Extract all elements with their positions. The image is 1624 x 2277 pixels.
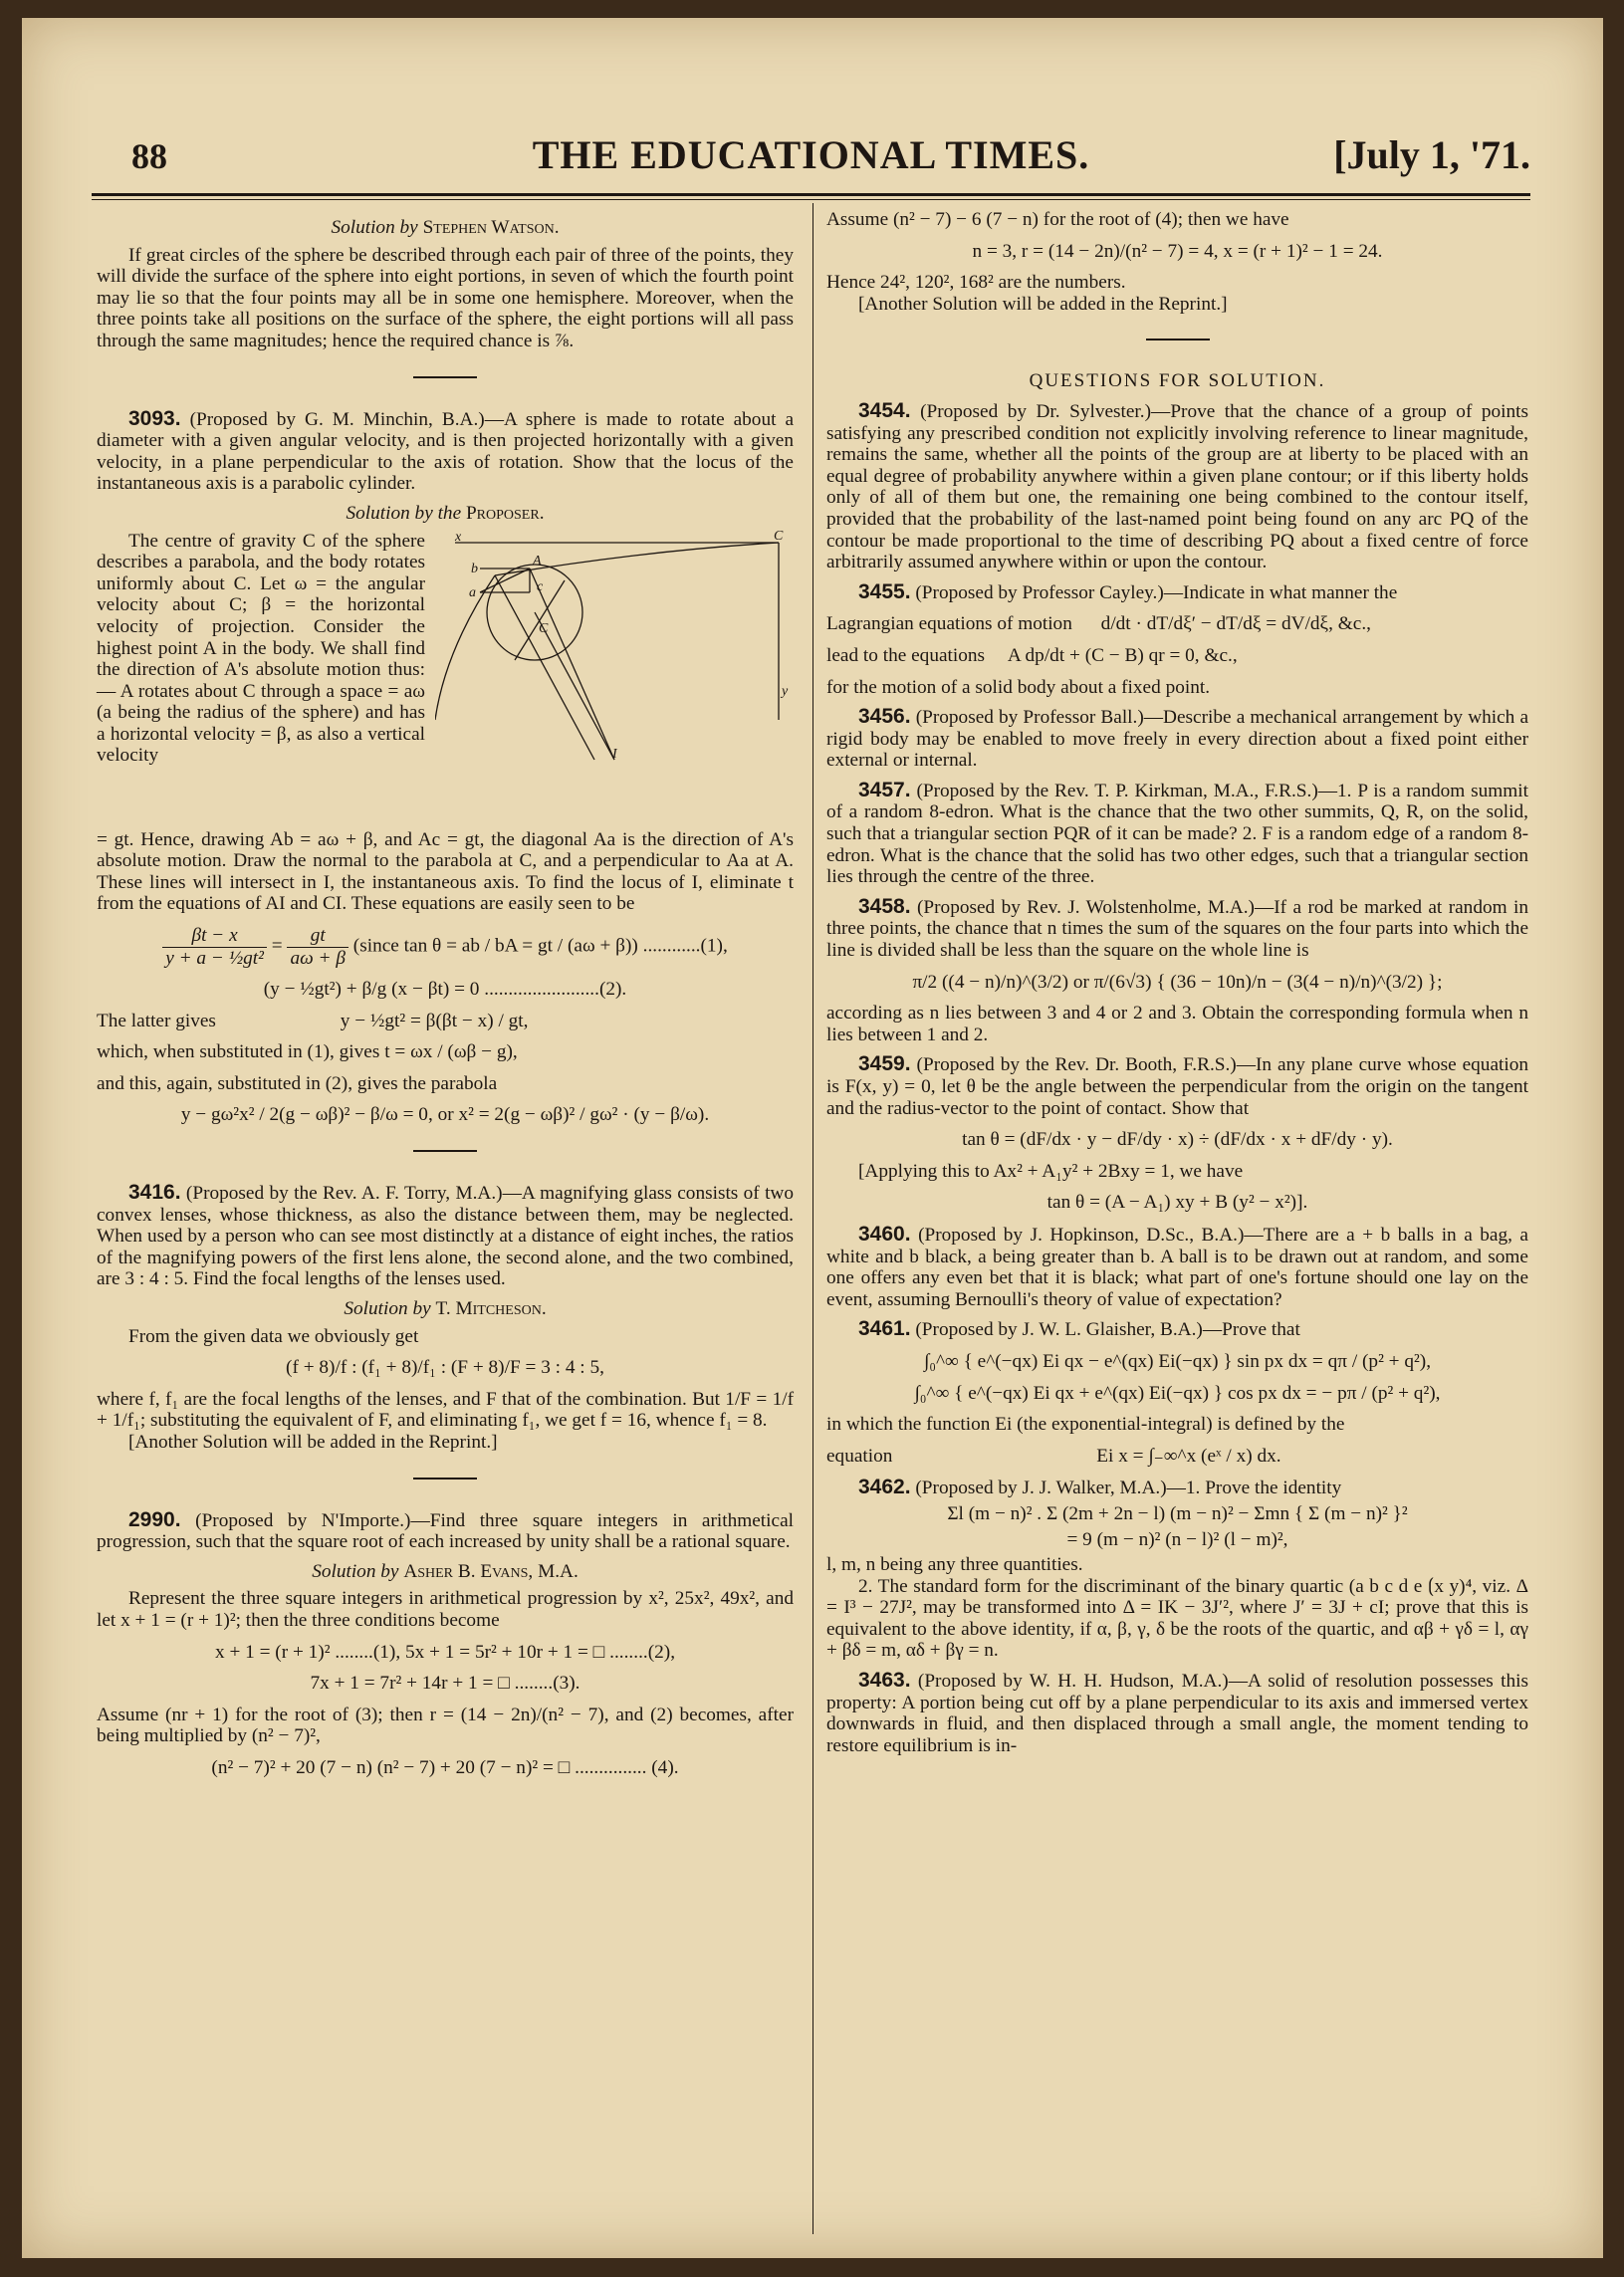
question-3458: 3458. (Proposed by Rev. J. Wolstenholme, M.A.)—If a rod be marked at random in three points, the chance that n times the sum of the squares on the four parts into which the line is divided shall be less than the square on the whole line is: [826, 894, 1529, 962]
question-number: 3456.: [858, 705, 911, 729]
parabola-diagram: [435, 531, 794, 829]
solution-text: If great circles of the sphere be described through each pair of three of the points, they will divide the surface of the sphere into eight portions, in seven of which the fourth point may lie so that the four points may all be in some one hemisphere. Moreover, when the three points take all positions on the surface of the sphere, the eight portions will all pass through the same magnitudes; hence the required chance is ⅞.: [97, 244, 794, 351]
ei-definition: equation Ei x = ∫₋∞^x (eˣ / x) dx.: [826, 1445, 1281, 1467]
reprint-note: [Another Solution will be added in the Reprint.]: [858, 293, 1228, 315]
section-heading: QUESTIONS FOR SOLUTION.: [1029, 370, 1326, 392]
section-separator: [413, 376, 477, 378]
question-text: for the motion of a solid body about a fixed point.: [826, 676, 1211, 698]
section-separator: [413, 1150, 477, 1152]
tangent-angle-formula: tan θ = (dF/dx · y − dF/dy · x) ÷ (dF/dx · x + dF/dy · y).: [962, 1129, 1393, 1151]
issue-date: [July 1, '71.: [1333, 132, 1530, 177]
question-number: 3460.: [858, 1222, 911, 1246]
solution-text: where f, f₁ are the focal lengths of the lenses, and F that of the combination. But 1/F = 1/f + 1/f₁; substituting the equivalent of F, and eliminating f₁, we get f = 16, whence f₁ = 8.: [97, 1388, 794, 1432]
tangent-angle-result: tan θ = (A − A₁) xy + B (y² − x²)].: [1046, 1192, 1308, 1214]
equation-5: y − gω²x² / 2(g − ωβ)² − β/ω = 0, or x² = 2(g − ωβ)² / gω² · (y − β/ω).: [180, 1104, 710, 1126]
solution-text: Assume (n² − 7) − 6 (7 − n) for the root of (4); then we have: [826, 209, 1289, 230]
equation-conditions-2: 7x + 1 = 7r² + 14r + 1 = □ ........(3).: [310, 1673, 580, 1695]
identity-line-1: Σl (m − n)² . Σ (2m + 2n − l) (m − n)² − Σmn { Σ (m − n)² }²: [947, 1502, 1408, 1524]
question-number: 3454.: [858, 398, 911, 422]
identity-line-2: = 9 (m − n)² (n − l)² (l − m)²,: [1066, 1528, 1288, 1550]
figure-block: [97, 531, 794, 829]
solution-heading: Solution by Stephen Watson.: [331, 217, 560, 238]
integral-sin: ∫₀^∞ { e^(−qx) Ei qx − e^(qx) Ei(−qx) } sin px dx = qπ / (p² + q²),: [923, 1350, 1432, 1372]
lagrangian-equation: Lagrangian equations of motion d/dt · dT/dξ′ − dT/dξ = dV/dξ, &c.,: [826, 613, 1371, 635]
section-separator: [413, 1478, 477, 1480]
equation-4: which, when substituted in (1), gives t = ωx / (ωβ − g),: [97, 1041, 518, 1063]
reprint-note: [Another Solution will be added in the Reprint.]: [128, 1432, 498, 1453]
figure-label: A: [533, 553, 542, 569]
solution-text: Represent the three square integers in arithmetical progression by x², 25x², 49x², and let x + 1 = (r + 1)²; then the three conditions become: [97, 1588, 794, 1631]
equation-conditions-1: x + 1 = (r + 1)² ........(1), 5x + 1 = 5r² + 10r + 1 = □ ........(2),: [214, 1641, 676, 1663]
equation-2: (y − ½gt²) + β/g (x − βt) = 0 ........................(2).: [263, 979, 627, 1001]
figure-label: I: [612, 746, 617, 762]
column-divider: [812, 203, 813, 2234]
question-text: according as n lies between 3 and 4 or 2 and 3. Obtain the corresponding formula when n lies between 1 and 2.: [826, 1003, 1528, 1045]
question-number: 2990.: [128, 1507, 181, 1531]
question-3457: 3457. (Proposed by the Rev. T. P. Kirkman, M.A., F.R.S.)—1. P is a random summit of a random 8-edron. What is the chance that the two other summits, Q, R, on the solid, such that a triangular section PQR of it can be made? 2. F is a random edge of a random 8-edron. What is the chance that the solid has two other edges, such that a triangular section lies through the centre of the three.: [826, 778, 1528, 888]
question-number: 3458.: [858, 894, 911, 918]
left-column: [97, 209, 794, 1789]
question-number: 3093.: [128, 406, 181, 430]
equation-lens-ratio: (f + 8)/f : (f₁ + 8)/f₁ : (F + 8)/F = 3 : 4 : 5,: [286, 1357, 604, 1379]
solution-heading: Solution by T. Mitcheson.: [344, 1298, 547, 1320]
question-number: 3462.: [858, 1476, 911, 1499]
question-number: 3463.: [858, 1669, 911, 1693]
figure-label: b: [471, 561, 478, 576]
solution-text: From the given data we obviously get: [128, 1325, 419, 1347]
solution-text: Assume (nr + 1) for the root of (3); then r = (14 − 2n)/(n² − 7), and (2) becomes, after being multiplied by (n² − 7)²,: [97, 1704, 794, 1747]
figure-label: C: [774, 530, 784, 544]
question-number: 3461.: [858, 1317, 911, 1341]
question-3456: 3456. (Proposed by Professor Ball.)—Describe a mechanical arrangement by which a rigid body may be enabled to move freely in every direction about a fixed point either external or internal.: [826, 705, 1528, 772]
question-number: 3416.: [128, 1181, 181, 1205]
solution-text: and this, again, substituted in (2), gives the parabola: [97, 1072, 498, 1094]
question-text: in which the function Ei (the exponential-integral) is defined by the: [826, 1414, 1345, 1436]
solution-heading: Solution by Asher B. Evans, M.A.: [312, 1560, 579, 1582]
figure-label: c: [537, 578, 544, 594]
question-3462: 3462. (Proposed by J. J. Walker, M.A.)—1. Prove the identity: [858, 1476, 1342, 1499]
euler-equation: lead to the equations A dp/dt + (C − B) qr = 0, &c.,: [826, 644, 1238, 666]
right-column: [826, 209, 1528, 1756]
question-3459: 3459. (Proposed by the Rev. Dr. Booth, F.R.S.)—In any plane curve whose equation is F(x, y) = 0, let θ be the angle between the perpendicular from the origin on the tangent and the radius-vector to the point of contact. Show that: [826, 1052, 1529, 1119]
header-rule-thin: [92, 199, 1530, 200]
question-text: [Applying this to Ax² + A₁y² + 2Bxy = 1, we have: [858, 1160, 1244, 1182]
figure-label: a: [469, 584, 476, 600]
solution-text: The centre of gravity C of the sphere describes a parabola, and the body rotates uniformly about C. Let ω = the angular velocity about C; β = the horizontal velocity of projection. Consider the highest point A in the body. We shall find the direction of A's absolute motion thus:— A rotates about C through a space = aω (a being the radius of the sphere) and has a horizontal velocity = β, as also a vertical velocity: [97, 530, 425, 767]
solution-heading: Solution by the Proposer.: [346, 502, 545, 524]
solution-text: Hence 24², 120², 168² are the numbers.: [826, 272, 1126, 294]
page-number: 88: [131, 136, 167, 176]
equation-result: n = 3, r = (14 − 2n)/(n² − 7) = 4, x = (r + 1)² − 1 = 24.: [972, 240, 1383, 262]
section-separator: [1146, 339, 1210, 341]
question-text: l, m, n being any three quantities.: [826, 1554, 1083, 1576]
question-3416: 3416. (Proposed by the Rev. A. F. Torry, M.A.)—A magnifying glass consists of two convex lenses, whose thickness, as also the distance between them, may be neglected. When used by a person who can see most distinctly at a distance of eight inches, the ratios of the magnifying powers of the first lens alone, the second alone, and the two combined, are 3 : 4 : 5. Find the focal lengths of the lenses used.: [97, 1181, 794, 1290]
publication-title: THE EDUCATIONAL TIMES.: [532, 132, 1090, 177]
question-3460: 3460. (Proposed by J. Hopkinson, D.Sc., B.A.)—There are a + b balls in a bag, a white and b black, a being greater than b. A ball is to be drawn out at random, and some one offers any even bet that it is black; what part of one's fortune should one lay on the event, assuming Bernoulli's theory of value of expectation?: [826, 1222, 1528, 1310]
question-3463: 3463. (Proposed by W. H. H. Hudson, M.A.)—A solid of resolution possesses this property: A portion being cut off by a plane perpendicular to its axis and immersed vertex downwards in fluid, and then displaced through a small angle, the moment tending to restore equilibrium is in-: [826, 1669, 1528, 1756]
question-2990: 2990. (Proposed by N'Importe.)—Find three square integers in arithmetical progression, such that the square root of each increased by unity shall be a rational square.: [97, 1507, 794, 1553]
question-3454: 3454. (Proposed by Dr. Sylvester.)—Prove that the chance of a group of points satisfying any prescribed condition not explicitly involving reference to linear magnitude, remains the same, whether all the points of the group are at liberty to be placed with an equal degree of probability anywhere within a given plane contour; or if this liberty holds only of all of them but one, the remaining one being combined to the contour itself, provided that the probability of the last-named point being found on any arc PQ of the contour be made proportional to the time of describing PQ about a fixed centre of force arbitrarily assumed anywhere within or upon the contour.: [826, 398, 1528, 573]
page-header: [92, 129, 1530, 189]
question-3461: 3461. (Proposed by J. W. L. Glaisher, B.A.)—Prove that: [858, 1317, 1300, 1341]
figure-label: x: [455, 530, 462, 545]
solution-text: = gt. Hence, drawing Ab = aω + β, and Ac = gt, the diagonal Aa is the direction of A's absolute motion. Draw the normal to the parabola at C, and a perpendicular to Aa at A. These lines will intersect in I, the instantaneous axis. To find the locus of I, eliminate t from the equations of AI and CI. These equations are easily seen to be: [97, 828, 794, 915]
newspaper-page: [22, 18, 1603, 2258]
question-3093: 3093. (Proposed by G. M. Minchin, B.A.)—A sphere is made to rotate about a diameter with a given angular velocity, and is then projected horizontally with a given velocity, in a plane perpendicular to the axis of rotation. Show that the locus of the instantaneous axis is a parabolic cylinder.: [97, 406, 794, 495]
rod-chance-formula: π/2 ((4 − n)/n)^(3/2) or π/(6√3) { (36 − 10n)/n − (3(4 − n)/n)^(3/2) };: [912, 971, 1443, 993]
integral-cos: ∫₀^∞ { e^(−qx) Ei qx + e^(qx) Ei(−qx) } cos px dx = − pπ / (p² + q²),: [914, 1382, 1441, 1404]
question-number: 3455.: [858, 579, 911, 603]
figure-label: y: [782, 683, 789, 699]
header-rule: [92, 193, 1530, 196]
question-3455: 3455. (Proposed by Professor Cayley.)—Indicate in what manner the: [858, 579, 1398, 603]
equation-1: $\frac{\beta t - x}{\text{y + a − ½gt²}}$ = $\frac{gt}{a\omega + \beta}$ (since tan θ = ab / bA = gt / (aω + β)) ............(1),: [97, 925, 794, 969]
equation-3: The latter gives y − ½gt² = β(βt − x) / gt,: [97, 1010, 529, 1031]
figure-label: C: [539, 620, 549, 636]
question-number: 3459.: [858, 1052, 911, 1076]
equation-4: (n² − 7)² + 20 (7 − n) (n² − 7) + 20 (7 − n)² = □ ............... (4).: [211, 1756, 679, 1778]
question-text: 2. The standard form for the discriminant of the binary quartic (a b c d e ⟮x y)⁴, viz. Δ = I³ − 27J², may be transformed into Δ = IK − 3J′², where J′ = 3J + cI; prove that this is equivalent to the above identity, if α, β, γ, δ be the roots of the quartic, and αβ + γδ = l, αγ + βδ = m, αδ + βγ = n.: [826, 1575, 1528, 1662]
question-number: 3457.: [858, 778, 911, 801]
